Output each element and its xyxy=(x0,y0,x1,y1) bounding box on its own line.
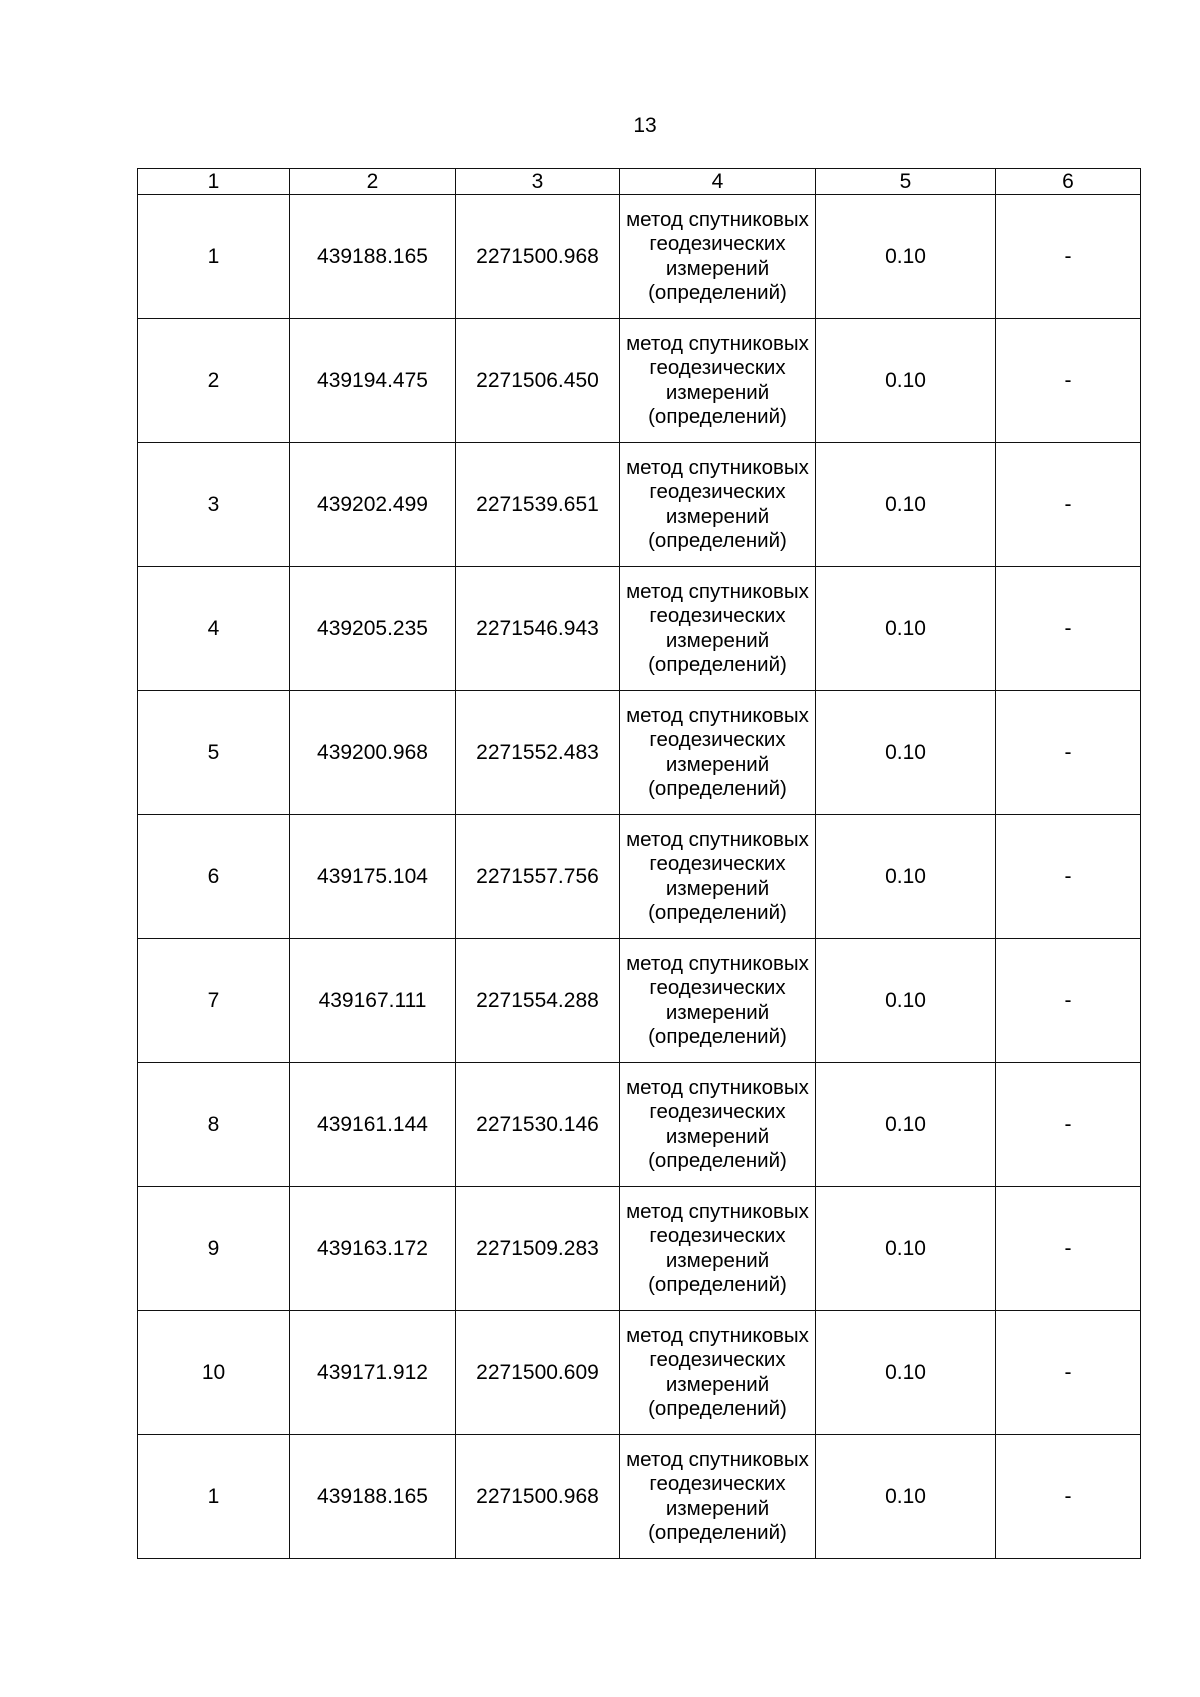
method-cell xyxy=(620,195,816,319)
method-cell xyxy=(620,567,816,691)
table-row xyxy=(138,939,1141,1063)
note-cell: - xyxy=(996,1063,1141,1187)
x-coordinate-cell: 439202.499 xyxy=(290,443,456,567)
accuracy-cell: 0.10 xyxy=(816,815,996,939)
method-text: метод спутниковых геодезических измерений (определений) xyxy=(626,455,809,552)
y-coordinate-cell: 2271500.968 xyxy=(456,195,620,319)
method-cell xyxy=(620,1435,816,1559)
header-col-3: 3 xyxy=(456,169,620,195)
y-coordinate-cell: 2271509.283 xyxy=(456,1187,620,1311)
x-coordinate-cell: 439205.235 xyxy=(290,567,456,691)
coordinates-table xyxy=(137,168,1141,1559)
note-cell: - xyxy=(996,691,1141,815)
method-cell xyxy=(620,939,816,1063)
method-text: метод спутниковых геодезических измерений (определений) xyxy=(626,331,809,428)
point-number-cell: 1 xyxy=(138,1435,290,1559)
method-text: метод спутниковых геодезических измерений (определений) xyxy=(626,1075,809,1172)
accuracy-cell: 0.10 xyxy=(816,1311,996,1435)
method-text: метод спутниковых геодезических измерений (определений) xyxy=(626,1199,809,1296)
note-cell: - xyxy=(996,567,1141,691)
note-cell: - xyxy=(996,1187,1141,1311)
note-cell: - xyxy=(996,815,1141,939)
accuracy-cell: 0.10 xyxy=(816,443,996,567)
accuracy-cell: 0.10 xyxy=(816,319,996,443)
point-number-cell: 4 xyxy=(138,567,290,691)
method-text: метод спутниковых геодезических измерений (определений) xyxy=(626,951,809,1048)
accuracy-cell: 0.10 xyxy=(816,1063,996,1187)
method-cell xyxy=(620,815,816,939)
accuracy-cell: 0.10 xyxy=(816,939,996,1063)
point-number-cell: 1 xyxy=(138,195,290,319)
x-coordinate-cell: 439175.104 xyxy=(290,815,456,939)
note-cell: - xyxy=(996,939,1141,1063)
note-cell: - xyxy=(996,195,1141,319)
accuracy-cell: 0.10 xyxy=(816,567,996,691)
table-row xyxy=(138,1311,1141,1435)
table-header-row xyxy=(138,169,1141,195)
table-row xyxy=(138,319,1141,443)
point-number-cell: 2 xyxy=(138,319,290,443)
header-col-2: 2 xyxy=(290,169,456,195)
y-coordinate-cell: 2271552.483 xyxy=(456,691,620,815)
method-cell xyxy=(620,1311,816,1435)
point-number-cell: 6 xyxy=(138,815,290,939)
y-coordinate-cell: 2271554.288 xyxy=(456,939,620,1063)
y-coordinate-cell: 2271557.756 xyxy=(456,815,620,939)
table-row xyxy=(138,1187,1141,1311)
y-coordinate-cell: 2271506.450 xyxy=(456,319,620,443)
y-coordinate-cell: 2271500.609 xyxy=(456,1311,620,1435)
header-col-6: 6 xyxy=(996,169,1141,195)
method-cell xyxy=(620,443,816,567)
x-coordinate-cell: 439194.475 xyxy=(290,319,456,443)
method-text: метод спутниковых геодезических измерений (определений) xyxy=(626,827,809,924)
point-number-cell: 8 xyxy=(138,1063,290,1187)
header-col-5: 5 xyxy=(816,169,996,195)
y-coordinate-cell: 2271500.968 xyxy=(456,1435,620,1559)
table-row xyxy=(138,691,1141,815)
point-number-cell: 3 xyxy=(138,443,290,567)
accuracy-cell: 0.10 xyxy=(816,1435,996,1559)
x-coordinate-cell: 439188.165 xyxy=(290,1435,456,1559)
method-text: метод спутниковых геодезических измерений (определений) xyxy=(626,579,809,676)
note-cell: - xyxy=(996,1435,1141,1559)
y-coordinate-cell: 2271539.651 xyxy=(456,443,620,567)
table-row xyxy=(138,567,1141,691)
x-coordinate-cell: 439200.968 xyxy=(290,691,456,815)
page-number: 13 xyxy=(633,114,657,137)
accuracy-cell: 0.10 xyxy=(816,1187,996,1311)
table-row xyxy=(138,443,1141,567)
table-row xyxy=(138,815,1141,939)
x-coordinate-cell: 439188.165 xyxy=(290,195,456,319)
x-coordinate-cell: 439161.144 xyxy=(290,1063,456,1187)
method-text: метод спутниковых геодезических измерений (определений) xyxy=(626,1447,809,1544)
note-cell: - xyxy=(996,443,1141,567)
accuracy-cell: 0.10 xyxy=(816,691,996,815)
note-cell: - xyxy=(996,319,1141,443)
x-coordinate-cell: 439167.111 xyxy=(290,939,456,1063)
method-text: метод спутниковых геодезических измерений (определений) xyxy=(626,703,809,800)
header-col-1: 1 xyxy=(138,169,290,195)
method-cell xyxy=(620,1187,816,1311)
point-number-cell: 10 xyxy=(138,1311,290,1435)
point-number-cell: 5 xyxy=(138,691,290,815)
x-coordinate-cell: 439163.172 xyxy=(290,1187,456,1311)
table-row xyxy=(138,1063,1141,1187)
table-row xyxy=(138,1435,1141,1559)
method-text: метод спутниковых геодезических измерений (определений) xyxy=(626,1323,809,1420)
accuracy-cell: 0.10 xyxy=(816,195,996,319)
method-cell xyxy=(620,1063,816,1187)
method-cell xyxy=(620,691,816,815)
header-col-4: 4 xyxy=(620,169,816,195)
note-cell: - xyxy=(996,1311,1141,1435)
method-cell xyxy=(620,319,816,443)
x-coordinate-cell: 439171.912 xyxy=(290,1311,456,1435)
method-text: метод спутниковых геодезических измерений (определений) xyxy=(626,207,809,304)
point-number-cell: 7 xyxy=(138,939,290,1063)
table-row xyxy=(138,195,1141,319)
y-coordinate-cell: 2271530.146 xyxy=(456,1063,620,1187)
point-number-cell: 9 xyxy=(138,1187,290,1311)
y-coordinate-cell: 2271546.943 xyxy=(456,567,620,691)
